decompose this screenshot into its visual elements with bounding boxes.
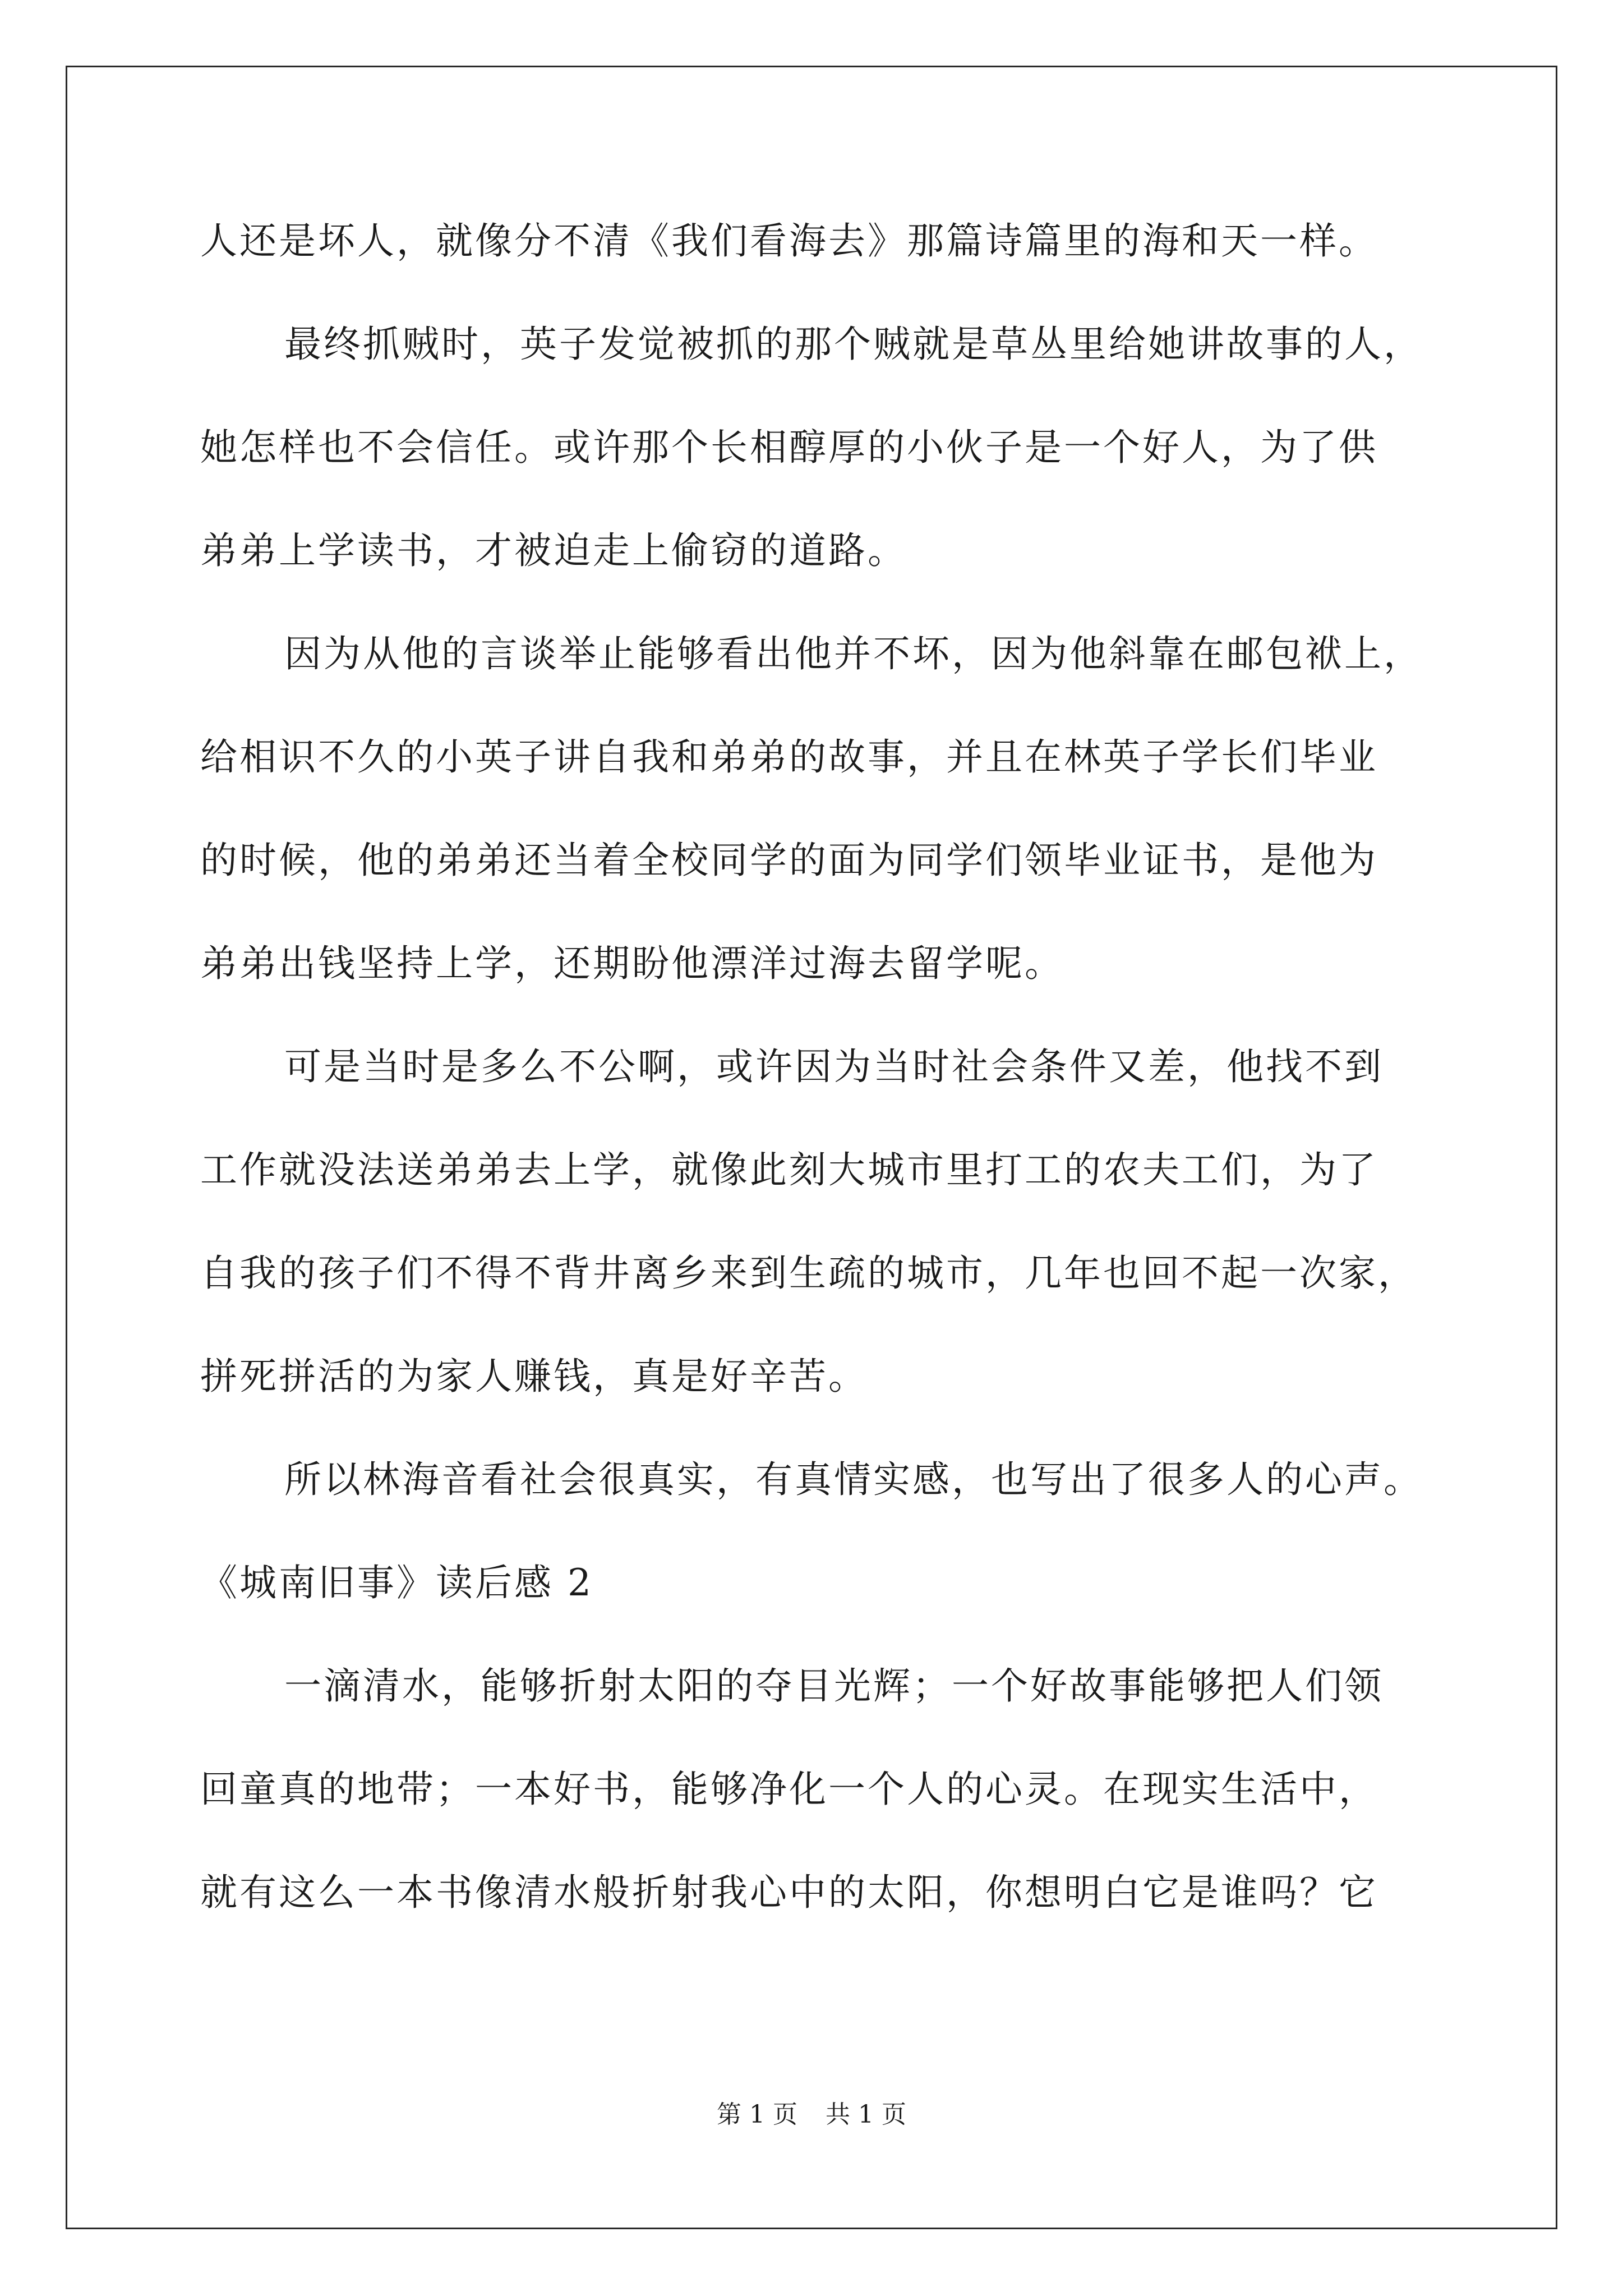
text-line: 的时候，他的弟弟还当着全校同学的面为同学们领毕业证书，是他为 bbox=[200, 839, 1378, 882]
text-line: 所以林海音看社会很真实，有真情实感，也写出了很多人的心声。 bbox=[284, 1458, 1423, 1501]
page-total: 共 1 页 bbox=[826, 2100, 906, 2129]
text-line: 工作就没法送弟弟去上学，就像此刻大城市里打工的农夫工们，为了 bbox=[200, 1148, 1378, 1191]
text-line: 弟弟上学读书，才被迫走上偷窃的道路。 bbox=[200, 529, 907, 572]
text-line: 可是当时是多么不公啊，或许因为当时社会条件又差，他找不到 bbox=[284, 1045, 1384, 1088]
text-line: 弟弟出钱坚持上学，还期盼他漂洋过海去留学呢。 bbox=[200, 942, 1064, 985]
page-number: 第 1 页 bbox=[717, 2100, 797, 2129]
text-line: 一滴清水，能够折射太阳的夺目光辉；一个好故事能够把人们领 bbox=[284, 1664, 1384, 1708]
page-footer bbox=[0, 2098, 1623, 2132]
text-line: 就有这么一本书像清水般折射我心中的太阳，你想明白它是谁吗？它 bbox=[200, 1871, 1378, 1914]
text-line: 自我的孩子们不得不背井离乡来到生疏的城市，几年也回不起一次家， bbox=[200, 1251, 1417, 1295]
text-line: 给相识不久的小英子讲自我和弟弟的故事，并且在林英子学长们毕业 bbox=[200, 735, 1378, 779]
text-line: 回童真的地带；一本好书，能够净化一个人的心灵。在现实生活中， bbox=[200, 1768, 1378, 1811]
text-line: 拼死拼活的为家人赚钱，真是好辛苦。 bbox=[200, 1355, 868, 1398]
section-heading: 《城南旧事》读后感 2 bbox=[200, 1561, 593, 1604]
text-line: 最终抓贼时，英子发觉被抓的那个贼就是草丛里给她讲故事的人， bbox=[284, 323, 1423, 366]
text-line: 人还是坏人，就像分不清《我们看海去》那篇诗篇里的海和天一样。 bbox=[200, 219, 1378, 263]
text-line: 她怎样也不会信任。或许那个长相醇厚的小伙子是一个好人，为了供 bbox=[200, 426, 1378, 469]
text-line: 因为从他的言谈举止能够看出他并不坏，因为他斜靠在邮包袱上， bbox=[284, 632, 1423, 675]
